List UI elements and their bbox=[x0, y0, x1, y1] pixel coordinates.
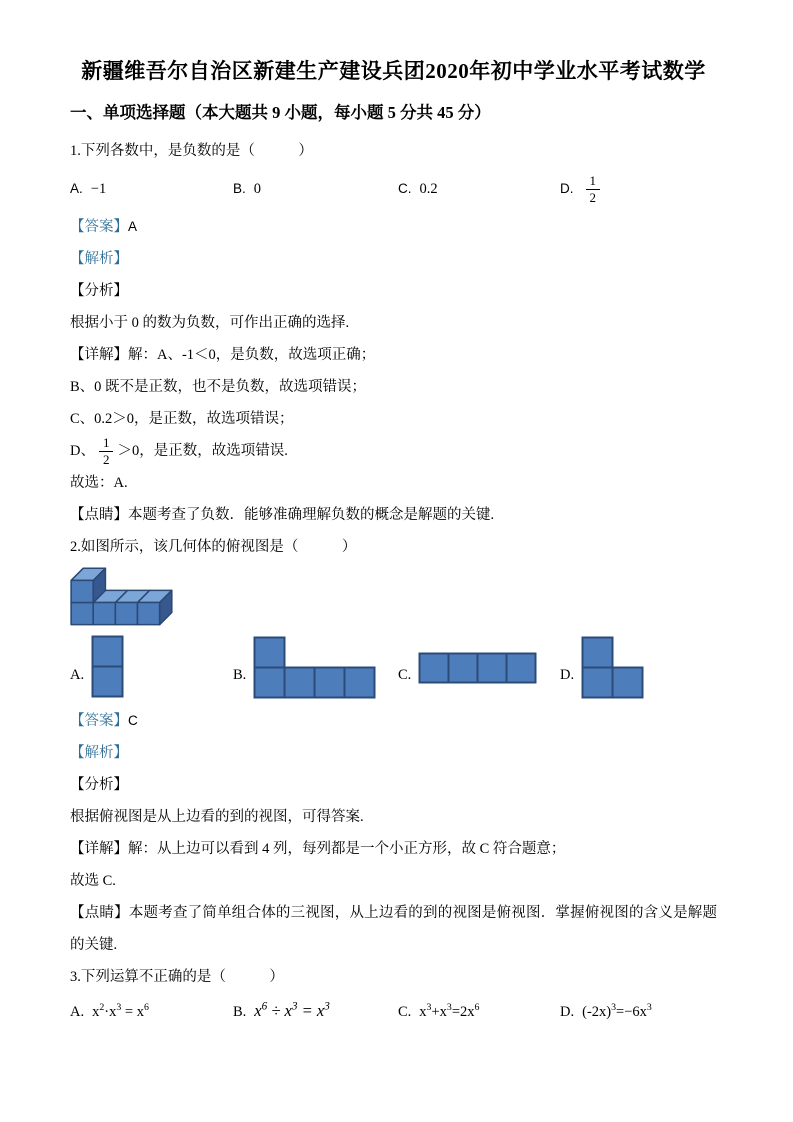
q3-option-a: A. $x^2\cdot x^3 = x^6$ bbox=[70, 1002, 149, 1021]
q2-option-a: A. bbox=[70, 635, 233, 699]
q1-option-d: D. $\frac{1}{2}$ bbox=[560, 173, 717, 205]
q1-option-c: C. 0.2 bbox=[398, 181, 438, 197]
q1-explain-line bbox=[70, 243, 717, 275]
q2-explain-line bbox=[70, 737, 717, 769]
q3-option-d: D. $(-2x)^3=-6x^3$ bbox=[560, 1002, 652, 1021]
q2-tip: 【点睛】本题考查了简单组合体的三视图，从上边看的到的视图是俯视图．掌握俯视图的含义是解题的关键. bbox=[70, 905, 717, 954]
explain-label: 【解析】 bbox=[70, 251, 128, 267]
fraction-one-half: $\frac{1}{2}$ bbox=[586, 174, 601, 206]
q2-option-d: D. bbox=[560, 636, 717, 699]
q1-options-row bbox=[70, 167, 717, 211]
q2-figure bbox=[70, 567, 717, 629]
q2-conclusion: 故选 C. bbox=[70, 873, 116, 890]
q3-stem: 3.下列运算不正确的是（ ） bbox=[70, 969, 284, 986]
math-expression: $x^3+x^3=2x^6$ bbox=[419, 1002, 480, 1021]
vertical-domino-shape-icon bbox=[91, 635, 124, 699]
q1-answer-line bbox=[70, 211, 717, 243]
q1-option-b: B. 0 bbox=[233, 181, 262, 197]
q2-answer-value: C bbox=[128, 713, 138, 729]
fraction-one-half: $\frac{1}{2}$ bbox=[99, 436, 114, 468]
q2-option-b: B. bbox=[233, 636, 398, 699]
iso-cubes-figure-icon bbox=[70, 567, 174, 627]
answer-label: 【答案】 bbox=[70, 219, 128, 235]
q1-detail-line-c: C、0.2＞0，是正数，故选项错误； bbox=[70, 411, 294, 427]
q1-conclusion: 故选：A. bbox=[70, 475, 128, 492]
q2-analysis-label: 【分析】 bbox=[70, 777, 128, 794]
math-expression: $x^6 \div x^3 = x^3$ bbox=[254, 1000, 330, 1021]
q1-detail-line-a: 【详解】解：A、-1＜0，是负数，故选项正确； bbox=[70, 347, 376, 363]
math-expression: $x^2\cdot x^3 = x^6$ bbox=[92, 1002, 149, 1021]
math-expression: $(-2x)^3=-6x^3$ bbox=[582, 1002, 652, 1021]
page-title: 新疆维吾尔自治区新建生产建设兵团2020年初中学业水平考试数学 bbox=[81, 59, 706, 83]
q1-detail-line-b: B、0 既不是正数，也不是负数，故选项错误； bbox=[70, 379, 367, 395]
l-shape-5-squares-icon bbox=[253, 636, 376, 699]
answer-label: 【答案】 bbox=[70, 713, 128, 730]
q1-detail-line-d: D、 $\frac{1}{2}$ ＞0，是正数，故选项错误. bbox=[70, 434, 288, 468]
q1-stem: 1.下列各数中，是负数的是（ ） bbox=[70, 143, 313, 159]
q3-option-b: B. $x^6 \div x^3 = x^3$ bbox=[233, 1000, 330, 1021]
corner-3-squares-icon bbox=[581, 636, 644, 699]
q2-stem: 2.如图所示，该几何体的俯视图是（ ） bbox=[70, 539, 357, 556]
q1-tip: 【点睛】本题考查了负数．能够准确理解负数的概念是解题的关键. bbox=[70, 507, 495, 524]
q1-analysis-text: 根据小于 0 的数为负数，可作出正确的选择. bbox=[70, 315, 350, 331]
q2-detail-line: 【详解】解：从上边可以看到 4 列，每列都是一个小正方形，故 C 符合题意； bbox=[70, 841, 566, 858]
row-4-squares-icon bbox=[418, 652, 538, 684]
q1-option-a: A. −1 bbox=[70, 181, 107, 197]
explain-label: 【解析】 bbox=[70, 745, 128, 762]
q3-option-c: C. $x^3+x^3=2x^6$ bbox=[398, 1002, 480, 1021]
q3-options-row bbox=[70, 993, 717, 1030]
q2-option-c: C. bbox=[398, 652, 560, 699]
q2-analysis-text: 根据俯视图是从上边看的到的视图，可得答案. bbox=[70, 809, 364, 826]
q2-answer-line bbox=[70, 705, 717, 737]
q1-analysis-label: 【分析】 bbox=[70, 283, 128, 299]
section-heading: 一、单项选择题（本大题共 9 小题，每小题 5 分共 45 分） bbox=[70, 103, 491, 122]
q1-answer-value: A bbox=[128, 219, 138, 234]
q2-options-row bbox=[70, 631, 717, 699]
